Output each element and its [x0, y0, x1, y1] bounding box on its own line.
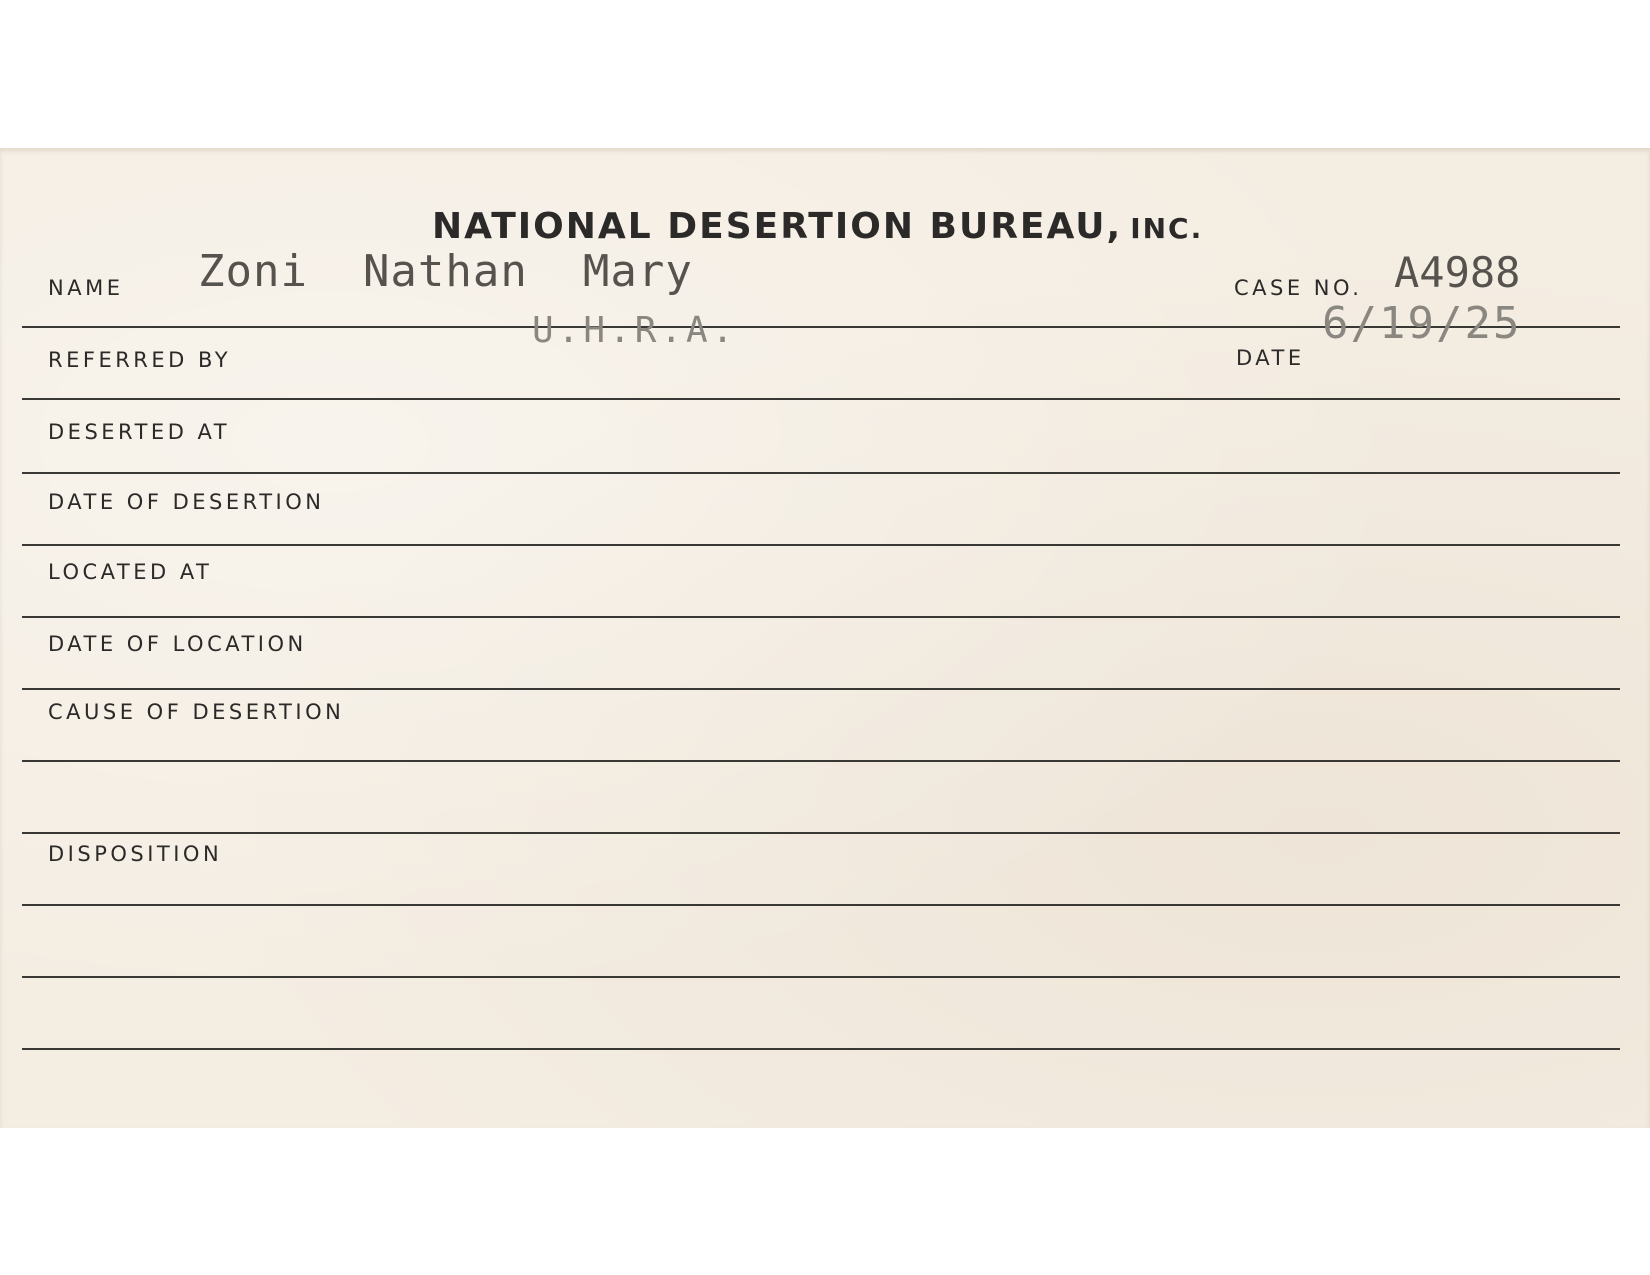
date-label: DATE	[1236, 346, 1305, 370]
bureau-suffix: INC.	[1130, 212, 1204, 245]
date-value: 6/19/25	[1322, 298, 1522, 349]
bureau-name: NATIONAL DESERTION BUREAU,	[432, 206, 1123, 247]
case-number-label: CASE NO.	[1234, 276, 1363, 300]
referred-by-label: REFERRED BY	[48, 348, 232, 372]
name-value: Zoni Nathan Mary	[198, 246, 693, 297]
cause-of-desertion-line	[22, 760, 1620, 762]
referred-by-value: U.H.R.A.	[532, 310, 738, 351]
referred-by-line	[22, 398, 1620, 400]
card-title	[432, 206, 1203, 247]
located-at-line	[22, 616, 1620, 618]
date-of-desertion-label: DATE OF DESERTION	[48, 490, 325, 514]
case-number-value: A4988	[1394, 248, 1521, 297]
index-card	[0, 148, 1650, 1128]
deserted-at-label: DESERTED AT	[48, 420, 231, 444]
date-of-location-line	[22, 688, 1620, 690]
disposition-continuation-line-2	[22, 1048, 1620, 1050]
disposition-line	[22, 904, 1620, 906]
date-of-desertion-line	[22, 544, 1620, 546]
deserted-at-line	[22, 472, 1620, 474]
located-at-label: LOCATED AT	[48, 560, 213, 584]
disposition-label: DISPOSITION	[48, 842, 223, 866]
disposition-continuation-line-1	[22, 976, 1620, 978]
name-label: NAME	[48, 276, 124, 300]
cause-continuation-line	[22, 832, 1620, 834]
date-of-location-label: DATE OF LOCATION	[48, 632, 307, 656]
cause-of-desertion-label: CAUSE OF DESERTION	[48, 700, 345, 724]
